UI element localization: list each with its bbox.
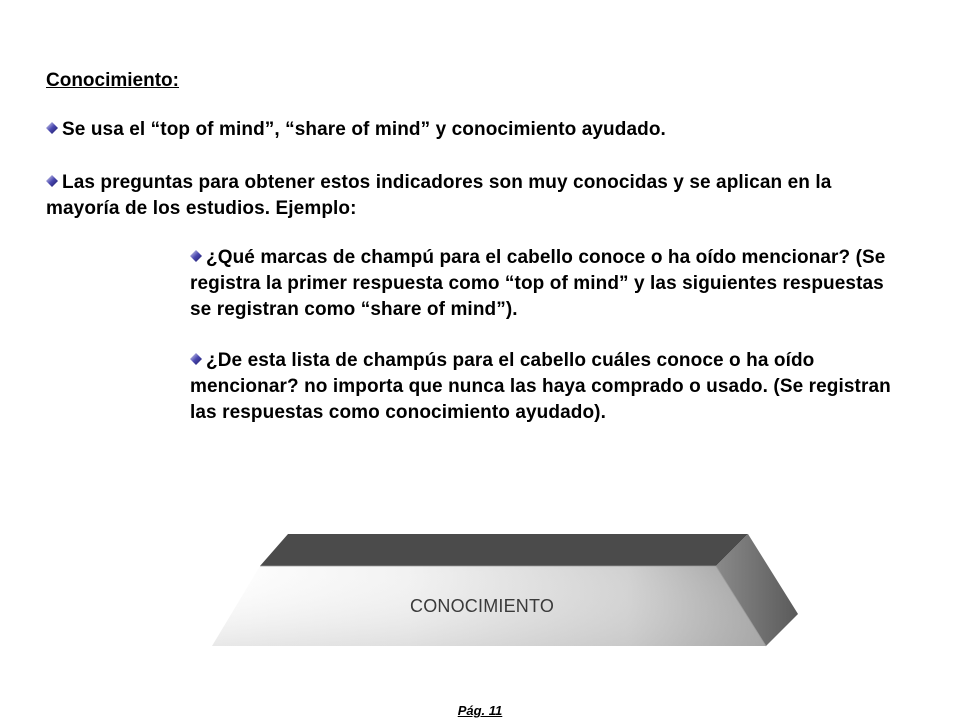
page-number: Pág. 11 xyxy=(457,703,503,718)
bullet-item xyxy=(46,170,896,222)
diamond-bullet-icon xyxy=(190,353,202,365)
banner-label: CONOCIMIENTO xyxy=(410,596,555,616)
sub-bullet-text: ¿Qué marcas de champú para el cabello conoce o ha oído mencionar? (Se registra la primer respuesta como “top of mind” y las siguientes respuestas se registran como “share of mind”). xyxy=(190,247,886,320)
conocimiento-banner xyxy=(210,530,800,652)
sub-bullet-text: ¿De esta lista de champús para el cabello cuáles conoce o ha oído mencionar? no importa que nunca las haya comprado o usado. (Se registran las respuestas como conocimiento ayudado). xyxy=(190,350,891,423)
banner-shape xyxy=(210,530,800,652)
sub-bullet-item xyxy=(190,245,910,323)
bullet-item xyxy=(46,117,926,143)
bullet-text: Las preguntas para obtener estos indicadores son muy conocidas y se aplican en la mayoría de los estudios. Ejemplo: xyxy=(46,172,832,219)
diamond-bullet-icon xyxy=(190,250,202,262)
sub-bullet-item xyxy=(190,348,910,426)
bullet-text: Se usa el “top of mind”, “share of mind” y conocimiento ayudado. xyxy=(62,119,666,140)
slide-title: Conocimiento: xyxy=(46,70,179,91)
diamond-bullet-icon xyxy=(46,122,58,134)
diamond-bullet-icon xyxy=(46,175,58,187)
